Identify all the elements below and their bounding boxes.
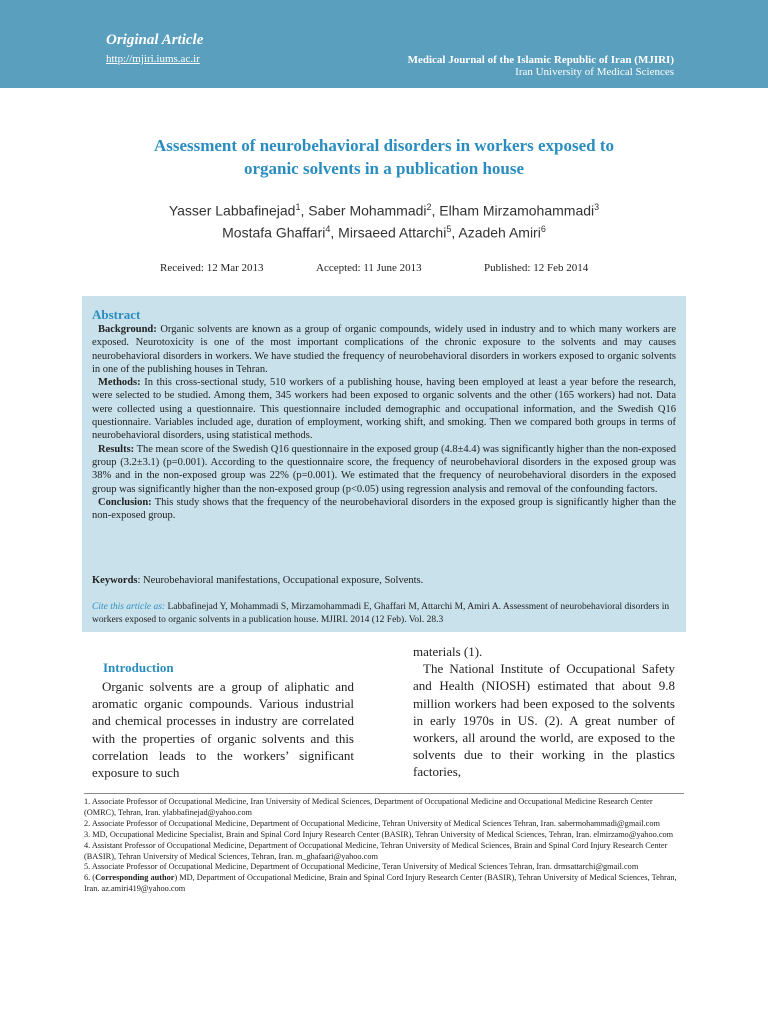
cite-label: Cite this article as: <box>92 602 166 612</box>
author-2: , Saber Mohammadi <box>300 202 427 219</box>
article-type: Original Article <box>106 32 204 48</box>
author-3: , Elham Mirzamohammadi <box>431 202 595 219</box>
introduction-heading: Introduction <box>103 660 174 675</box>
author-4: Mostafa Ghaffari <box>222 224 326 241</box>
conclusion-label: Conclusion: <box>98 496 152 508</box>
author-6: , Azadeh Amiri <box>451 224 541 241</box>
affiliation-mark: 4 <box>325 223 331 234</box>
conclusion-text: This study shows that the frequency of the neurobehavioral disorders in the exposed group is significantly higher than the non-exposed group. <box>92 496 676 522</box>
affiliation-mark: 2 <box>426 202 432 212</box>
article-title <box>90 134 678 180</box>
title-line-1: Assessment of neurobehavioral disorders in workers exposed to <box>153 136 615 155</box>
intro-paragraph-1: Organic solvents are a group of aliphatic and aromatic organic compounds. Various industrial and chemical processes in industry are correlated with the properties of organic solvents and this correlation leads to the workers’ significant exposure to such <box>92 679 354 781</box>
abstract-body <box>92 323 676 522</box>
keywords-text: : Neurobehavioral manifestations, Occupational exposure, Solvents. <box>137 575 424 586</box>
affiliation-mark: 3 <box>594 202 600 212</box>
intro-left-column <box>92 678 354 781</box>
abstract-methods <box>92 376 676 442</box>
intro-paragraph-1-end: materials (1). <box>413 644 483 659</box>
footnote-divider <box>84 793 684 794</box>
affiliation-mark: 6 <box>540 223 546 234</box>
footnote-6 <box>84 873 684 895</box>
abstract-background <box>92 323 676 376</box>
footnote-4: 4. Assistant Professor of Occupational Medicine, Department of Occupational Medicine, Tehran University of Medical Sciences, Brain and Spinal Cord Injury Research Center (BASIR), Tehran University of Medical Sciences, Tehran, Iran. m_ghafaari@yahoo.com <box>84 840 668 861</box>
intro-paragraph-2: The National Institute of Occupational Safety and Health (NIOSH) estimated that about 9.8 million workers had been exposed to the solvents in early 1970s in US. (2). A great number of workers, all around the world, are exposed to the solvents due to their working in the plastics factories, <box>413 661 675 780</box>
author-5: , Mirsaeed Attarchi <box>330 224 447 241</box>
footnotes <box>84 797 684 895</box>
journal-url-link[interactable]: http://mjiri.iums.ac.ir <box>106 53 200 65</box>
citation <box>92 601 676 626</box>
accepted-date: Accepted: 11 June 2013 <box>316 262 422 274</box>
footnote-6-prefix: 6. ( <box>84 873 96 883</box>
corresponding-author-label: Corresponding author <box>95 873 175 883</box>
abstract-heading: Abstract <box>92 307 141 322</box>
title-line-2: organic solvents in a publication house <box>243 159 525 178</box>
background-label: Background: <box>98 324 157 335</box>
footnote-5: 5. Associate Professor of Occupational Medicine, Department of Occupational Medicine, Teran University of Medical Sciences Tehran, Iran. drmsattarchi@gmail.com <box>84 862 639 872</box>
journal-header-bar <box>0 0 768 88</box>
abstract-conclusion <box>92 496 676 523</box>
keywords-label: Keywords <box>92 575 138 586</box>
journal-name: Medical Journal of the Islamic Republic of Iran (MJIRI) <box>407 54 674 66</box>
received-date: Received: 12 Mar 2013 <box>160 262 264 274</box>
affiliation-mark: 5 <box>446 223 452 234</box>
background-text: Organic solvents are known as a group of organic compounds, widely used in industry and to which many workers are exposed. Neurotoxicity is one of the most important complications of the chronic exposure to the solvents and may causes neurobehavioral disorders in workers. We have studied the frequency of neurobehavioral disorders in workers exposed to organic solvents in one of the publishing houses in Tehran. <box>92 324 676 375</box>
footnote-6-text: ) MD, Department of Occupational Medicine, Brain and Spinal Cord Injury Research Center (BASIR), Tehran University of Medical Sciences, Tehran, Iran. az.amiri419@yahoo.com <box>84 873 677 894</box>
university-name: Iran University of Medical Sciences <box>515 66 674 78</box>
methods-label: Methods: <box>98 377 141 389</box>
affiliation-mark: 1 <box>295 202 301 212</box>
keywords <box>92 575 676 586</box>
footnote-1: 1. Associate Professor of Occupational Medicine, Iran University of Medical Sciences, Department of Occupational Medicine and Occupational Medicine Research Center (OMRC), Tehran, Iran. ylabbafinejad@yahoo.com <box>84 797 653 817</box>
footnote-3: 3. MD, Occupational Medicine Specialist, Brain and Spinal Cord Injury Research Center (BASIR), Tehran University of Medical Sciences, Tehran, Iran. elmirzamo@yahoo.com <box>84 829 674 839</box>
methods-text: In this cross-sectional study, 510 workers of a publishing house, having been employed at least a year before the research, were selected to be studied. Among them, 345 workers had been exposed to organic solvents and the other (165 workers) had not. Data were collected using a questionnaire. This questionnaire included demographic and occupational information, and the Swedish Q16 questionnaire. Variables included age, duration of employment, working shift, and smoking. Then we compared both groups in terms of neurobehavioral disorders, using statistical methods. <box>92 377 676 442</box>
author-1: Yasser Labbafinejad <box>168 202 296 219</box>
abstract-results <box>92 443 676 496</box>
intro-right-column <box>413 643 675 781</box>
author-list <box>90 198 678 241</box>
cite-text: Labbafinejad Y, Mohammadi S, Mirzamohammadi E, Ghaffari M, Attarchi M, Amiri A. Assessment of neurobehavioral disorders in workers exposed to organic solvents in a publication house. MJIRI. 2014 (12 Feb). Vol. 28.3 <box>92 602 670 625</box>
results-label: Results: <box>98 443 135 455</box>
published-date: Published: 12 Feb 2014 <box>484 262 589 274</box>
footnote-2: 2. Associate Professor of Occupational Medicine, Department of Occupational Medicine, Tehran University of Medical Sciences Tehran, Iran. sabermohammadi@gmail.com <box>84 818 660 828</box>
results-text: The mean score of the Swedish Q16 questionnaire in the exposed group (4.8±4.4) was significantly higher than the non-exposed group (3.2±3.1) (p=0.001). According to the questionnaire score, the frequency of neurobehavioral disorders in the exposed group was 38% and in the non-exposed group was 22% (p=0.001). We estimated that the frequency of neurobehavioral disorders in the exposed group was significantly higher than the non-exposed group (p<0.05) using regression analysis and removal of the confounding factors. <box>92 443 676 495</box>
